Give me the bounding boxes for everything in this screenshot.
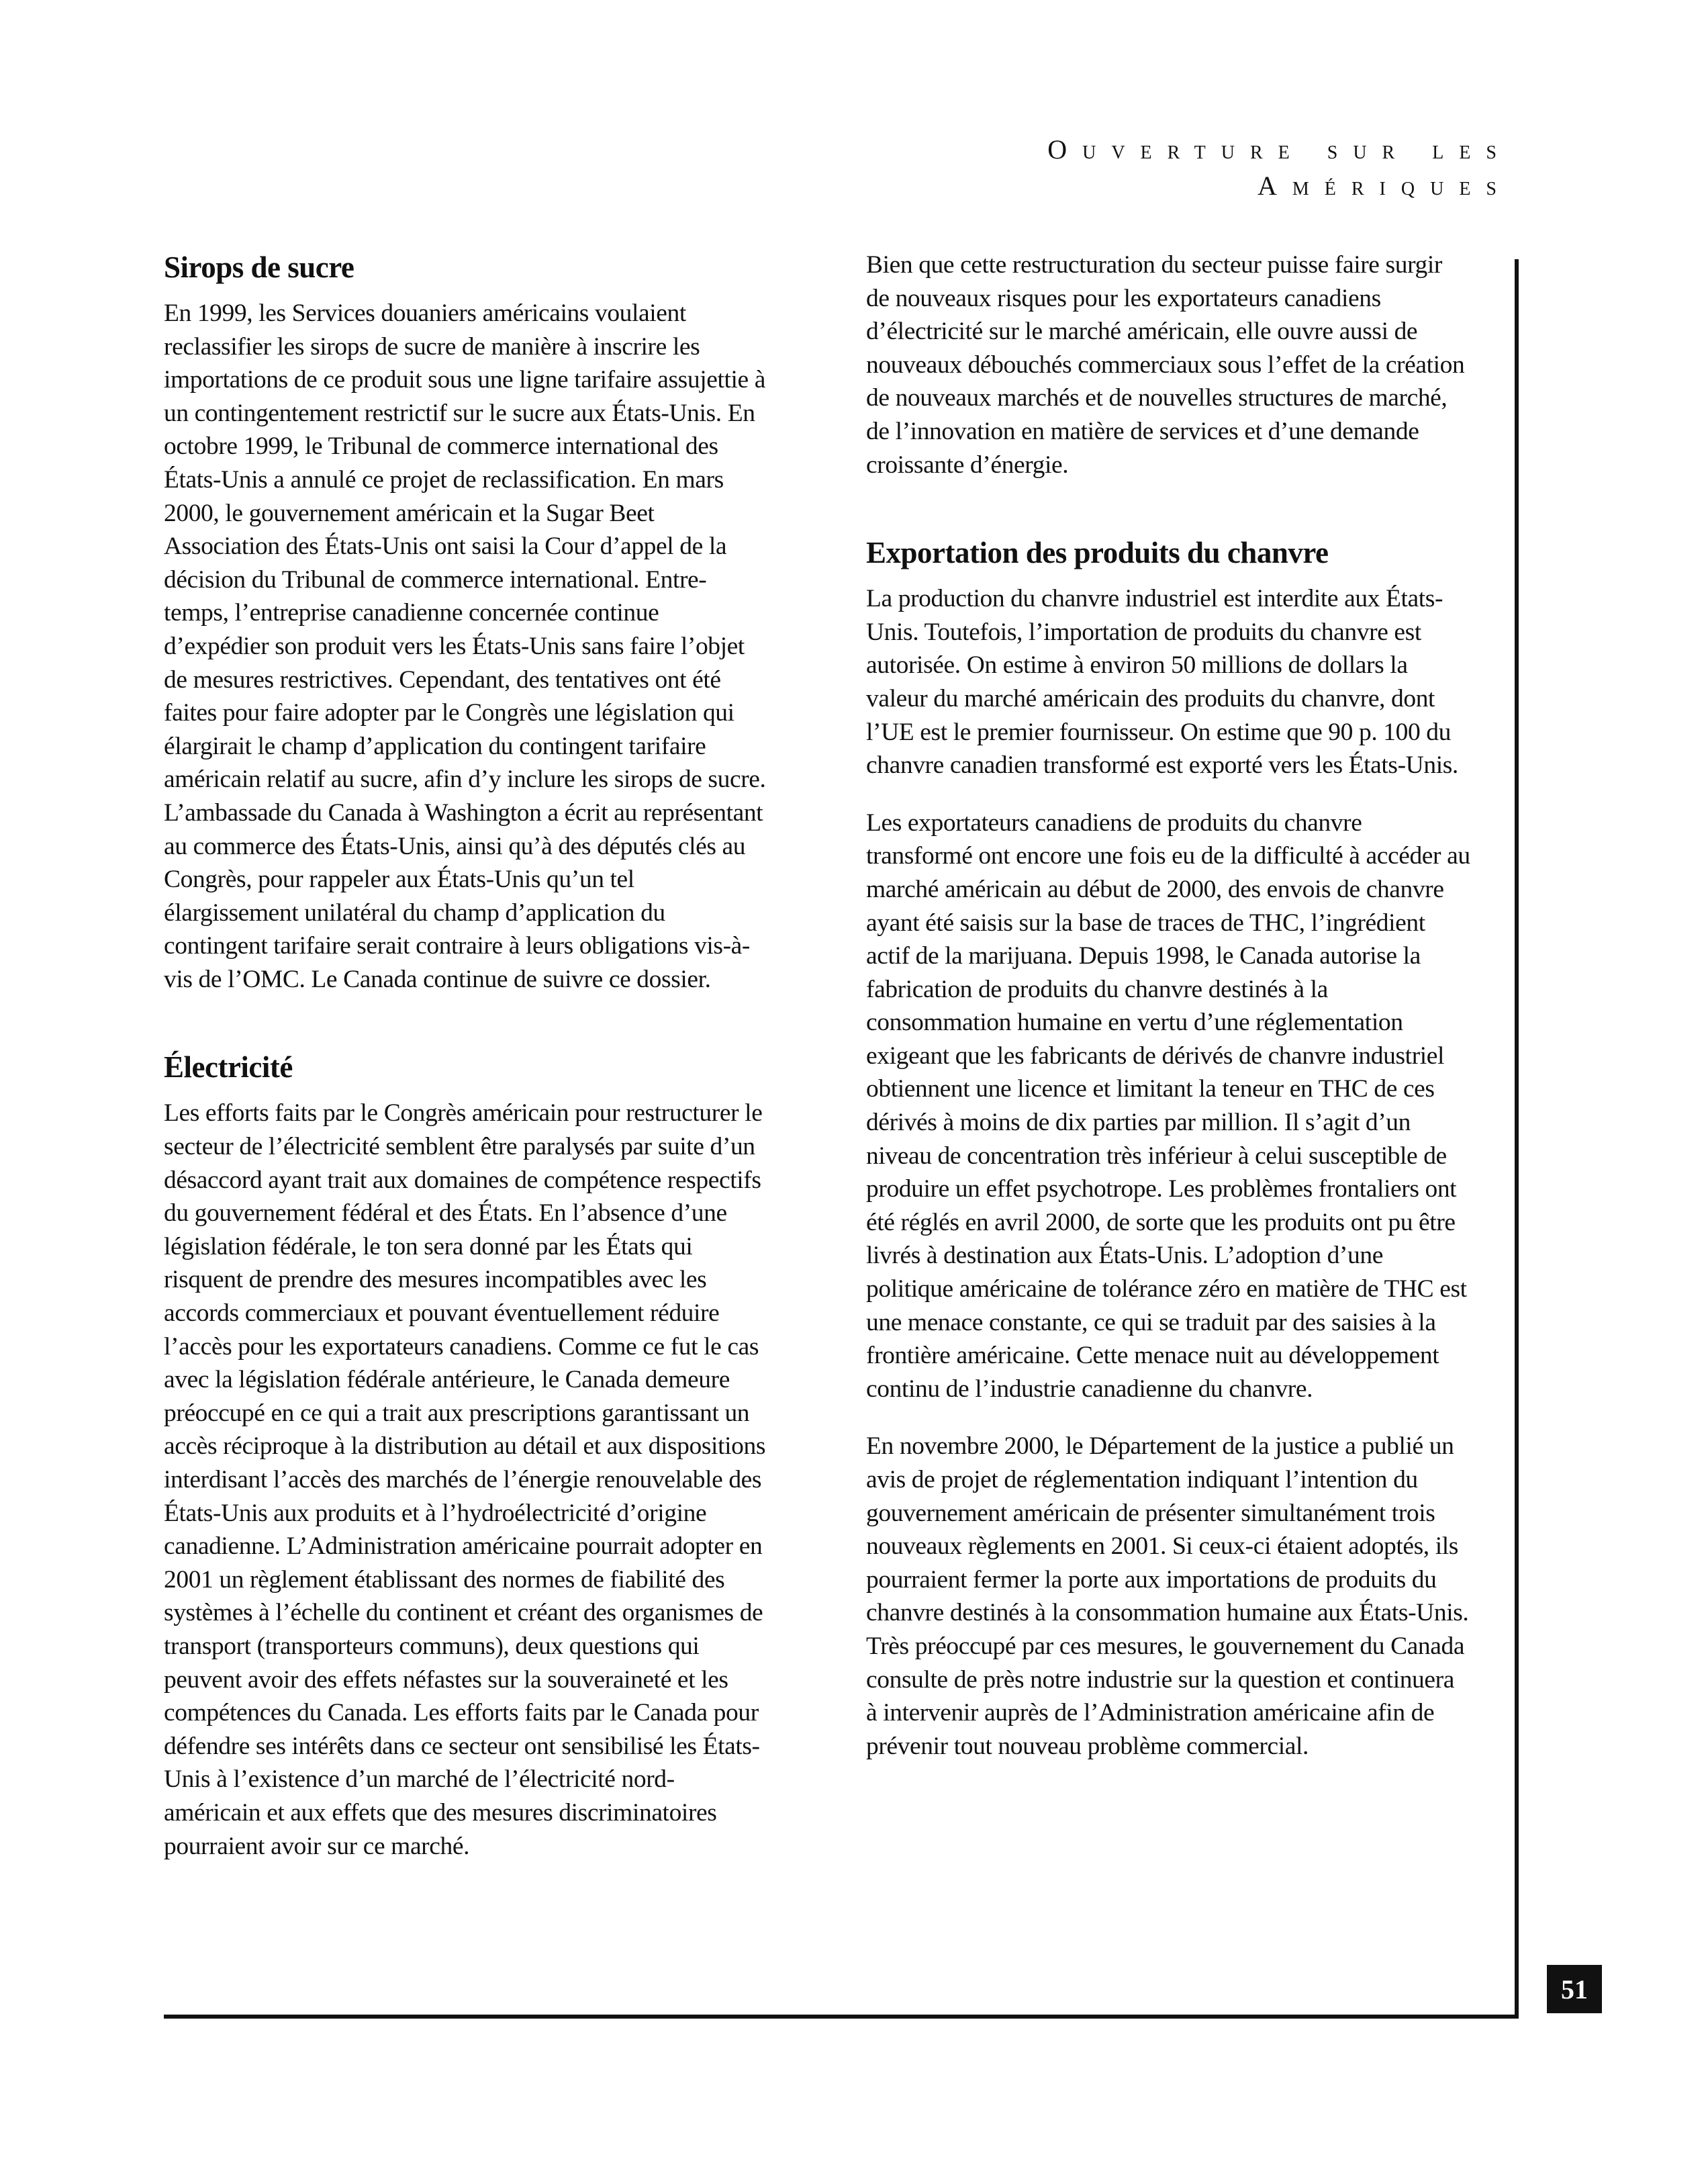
running-header-line-2: Amériques bbox=[1257, 171, 1512, 201]
right-column bbox=[866, 248, 1470, 1787]
running-header-line-1: Ouverture sur les bbox=[1047, 134, 1512, 165]
section-title-electricite: Électricité bbox=[164, 1050, 293, 1085]
left-column bbox=[164, 248, 768, 1887]
paragraph-electricite: Les efforts faits par le Congrès américain pour restructurer le secteur de l’électricité semblent être paralysés par suite d’un désaccord ayant trait aux domaines de compétence respectifs du gouvernement fédéral et des États. En l’absence d’une législation fédérale, le ton sera donné par les États qui risquent de prendre des mesures incompatibles avec les accords commerciaux et pouvant éventuellement réduire l’accès pour les exportateurs canadiens. Comme ce fut le cas avec la législation fédérale antérieure, le Canada demeure préoccupé en ce qui a trait aux prescriptions garantissant un accès réciproque à la distribution au détail et aux dispositions interdisant l’accès des marchés de l’énergie renouvelable des États-Unis aux produits et à l’hydroélectricité d’origine canadienne. L’Administration américaine pourrait adopter en 2001 un règlement établissant des normes de fiabilité des systèmes à l’échelle du continent et créant des organismes de transport (transporteurs communs), deux questions qui peuvent avoir des effets néfastes sur la souveraineté et les compétences du Canada. Les efforts faits par le Canada pour défendre ses intérêts dans ce secteur ont sensibilisé les États-Unis à l’existence d’un marché de l’électricité nord-américain et aux effets que des mesures discriminatoires pourraient avoir sur ce marché. bbox=[164, 1099, 766, 1860]
paragraph-chanvre-1: La production du chanvre industriel est interdite aux États-Unis. Toutefois, l’importation de produits du chanvre est autorisée. On estime à environ 50 millions de dollars la valeur du marché américain des produits du chanvre, dont l’UE est le premier fournisseur. On estime que 90 p. 100 du chanvre canadien transformé est exporté vers les États-Unis. bbox=[866, 585, 1458, 780]
right-vertical-rule bbox=[1515, 259, 1519, 2019]
paragraph-chanvre-3: En novembre 2000, le Département de la justice a publié un avis de projet de réglementation indiquant l’intention du gouvernement américain de présenter simultanément trois nouveaux règlements en 2001. Si ceux-ci étaient adoptés, ils pourraient fermer la porte aux importations de produits du chanvre destinés à la consommation humaine aux États-Unis. Très préoccupé par ces mesures, le gouvernement du Canada consulte de près notre industrie sur la question et continuera à intervenir auprès de l’Administration américaine afin de prévenir tout nouveau problème commercial. bbox=[866, 1432, 1469, 1760]
section-title-chanvre: Exportation des produits du chanvre bbox=[866, 536, 1329, 570]
paragraph-sirops: En 1999, les Services douaniers américains voulaient reclassifier les sirops de sucre de manière à inscrire les importations de ce produit sous une ligne tarifaire assujettie à un contingentement restrictif sur le sucre aux États-Unis. En octobre 1999, le Tribunal de commerce international des États-Unis a annulé ce projet de reclassification. En mars 2000, le gouvernement américain et la Sugar Beet Association des États-Unis ont saisi la Cour d’appel de la décision du Tribunal de commerce international. Entre-temps, l’entreprise canadienne concernée continue d’expédier son produit vers les États-Unis sans faire l’objet de mesures restrictives. Cependant, des tentatives ont été faites pour faire adopter par le Congrès une législation qui élargirait le champ d’application du contingent tarifaire américain relatif au sucre, afin d’y inclure les sirops de sucre. L’ambassade du Canada à Washington a écrit au représentant au commerce des États-Unis, ainsi qu’à des députés clés au Congrès, pour rappeler aux États-Unis qu’un tel élargissement unilatéral du champ d’application du contingent tarifaire serait contraire à leurs obligations vis-à-vis de l’OMC. Le Canada continue de suivre ce dossier. bbox=[164, 300, 766, 993]
section-title-sirops: Sirops de sucre bbox=[164, 250, 354, 284]
running-header bbox=[1047, 132, 1512, 204]
page-number: 51 bbox=[1547, 1965, 1602, 2013]
paragraph-electricite-continued: Bien que cette restructuration du secteur puisse faire surgir de nouveaux risques pour les exportateurs canadiens d’électricité sur le marché américain, elle ouvre aussi de nouveaux débouchés commerciaux sous l’effet de la création de nouveaux marchés et de nouvelles structures de marché, de l’innovation en matière de services et d’une demande croissante d’énergie. bbox=[866, 251, 1465, 479]
bottom-horizontal-rule bbox=[164, 2015, 1519, 2019]
paragraph-chanvre-2: Les exportateurs canadiens de produits du chanvre transformé ont encore une fois eu de la difficulté à accéder au marché américain au début de 2000, des envois de chanvre ayant été saisis sur la base de traces de THC, l’ingrédient actif de la marijuana. Depuis 1998, le Canada autorise la fabrication de produits du chanvre destinés à la consommation humaine en vertu d’une réglementation exigeant que les fabricants de dérivés de chanvre industriel obtiennent une licence et limitant la teneur en THC de ces dérivés à moins de dix parties par million. Il s’agit d’un niveau de concentration très inférieur à celui susceptible de produire un effet psychotrope. Les problèmes frontaliers ont été réglés en avril 2000, de sorte que les produits ont pu être livrés à destination aux États-Unis. L’adoption d’une politique américaine de tolérance zéro en matière de THC est une menace constante, ce qui se traduit par des saisies à la frontière américaine. Cette menace nuit au développement continu de l’industrie canadienne du chanvre. bbox=[866, 809, 1470, 1403]
